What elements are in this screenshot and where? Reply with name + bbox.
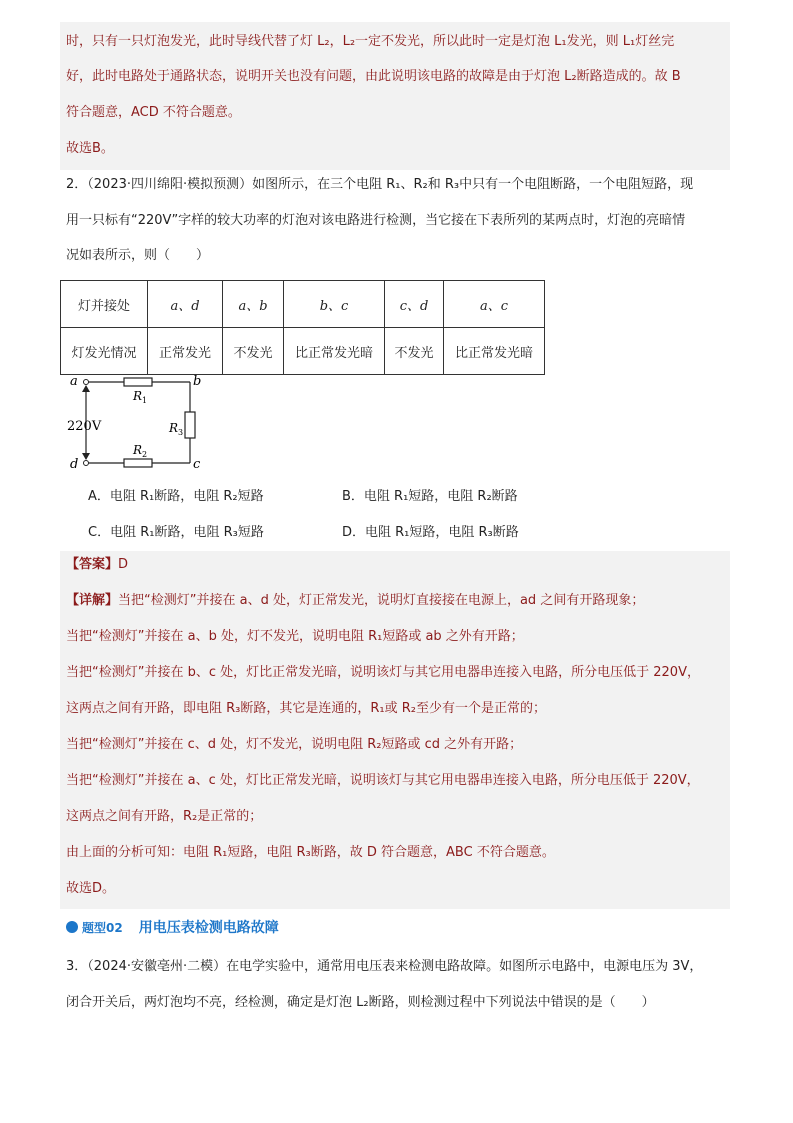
label-r1: R bbox=[133, 389, 143, 403]
q2-line-3: 况如表所示，则（ ） bbox=[66, 248, 210, 263]
terminal-d bbox=[84, 461, 89, 466]
detail-line-9: 故选D。 bbox=[66, 881, 116, 896]
table-row bbox=[61, 328, 545, 375]
detail-line-7: 这两点之间有开路，R₂是正常的； bbox=[66, 809, 263, 824]
detail-line-6: 当把“检测灯”并接在 a、c 处，灯比正常发光暗，说明该灯与其它用电器串连接入电路，所分电压低于 220V， bbox=[66, 773, 700, 788]
option-a[interactable]: A．电阻 R₁断路，电阻 R₂短路 bbox=[88, 489, 264, 504]
table-row bbox=[61, 281, 545, 328]
terminal-a bbox=[84, 380, 89, 385]
option-d[interactable]: D．电阻 R₁短路，电阻 R₃断路 bbox=[342, 525, 519, 540]
label-r2: R bbox=[133, 443, 143, 457]
option-c[interactable]: C．电阻 R₁断路，电阻 R₃短路 bbox=[88, 525, 264, 540]
detail-line-5: 当把“检测灯”并接在 c、d 处，灯不发光，说明电阻 R₂短路或 cd 之外有开路； bbox=[66, 737, 523, 752]
answer-line bbox=[66, 556, 128, 574]
section-title: 用电压表检测电路故障 bbox=[138, 920, 279, 936]
label-r2-sub: 2 bbox=[142, 450, 148, 459]
option-b[interactable]: B．电阻 R₁短路，电阻 R₂断路 bbox=[342, 489, 518, 504]
resistor-r2 bbox=[124, 459, 152, 467]
table-cell: b、c bbox=[284, 281, 385, 328]
label-r3: R bbox=[169, 421, 179, 435]
arrow-down-icon bbox=[82, 453, 90, 460]
answer-label: 【答案】 bbox=[66, 557, 119, 572]
q2-line-2: 用一只标有“220V”字样的较大功率的灯泡对该电路进行检测，当它接在下表所列的某两点时，灯泡的亮暗情 bbox=[66, 213, 686, 228]
detail-line-1 bbox=[66, 592, 644, 610]
section-tag: 题型02 bbox=[82, 921, 123, 935]
detail-line-8: 由上面的分析可知：电阻 R₁短路，电阻 R₃断路，故 D 符合题意，ABC 不符合题意。 bbox=[66, 845, 555, 860]
table-cell: a、c bbox=[444, 281, 545, 328]
prev-answer-line-1: 时，只有一只灯泡发光，此时导线代替了灯 L₂，L₂一定不发光，所以此时一定是灯泡 L₁发光，则 L₁灯丝完 bbox=[66, 34, 675, 49]
resistor-r1 bbox=[124, 378, 152, 386]
prev-answer-line-4: 故选B。 bbox=[66, 141, 114, 156]
prev-answer-line-2: 好，此时电路处于通路状态，说明开关也没有问题，由此说明该电路的故障是由于灯泡 L₂断路造成的。故 B bbox=[66, 69, 681, 84]
label-c: c bbox=[193, 457, 201, 472]
section-heading bbox=[66, 917, 279, 937]
resistor-r3 bbox=[185, 412, 195, 438]
table-cell: 灯并接处 bbox=[61, 281, 148, 328]
lamp-test-table bbox=[60, 280, 545, 375]
table-cell: 比正常发光暗 bbox=[444, 328, 545, 375]
detail-line-2: 当把“检测灯”并接在 a、b 处，灯不发光，说明电阻 R₁短路或 ab 之外有开路； bbox=[66, 629, 524, 644]
label-a: a bbox=[70, 374, 78, 389]
detail-line-3: 当把“检测灯”并接在 b、c 处，灯比正常发光暗，说明该灯与其它用电器串连接入电路，所分电压低于 220V， bbox=[66, 665, 700, 680]
q2-line-1: 2．（2023·四川绵阳·模拟预测）如图所示，在三个电阻 R₁、R₂和 R₃中只有一个电阻断路，一个电阻短路，现 bbox=[66, 177, 694, 192]
table-cell: 正常发光 bbox=[148, 328, 223, 375]
q3-line-2: 闭合开关后，两灯泡均不亮，经检测，确定是灯泡 L₂断路，则检测过程中下列说法中错误的是（ ） bbox=[66, 995, 655, 1010]
q3-line-1: 3．（2024·安徽亳州·二模）在电学实验中，通常用电压表来检测电路故障。如图所示电路中，电源电压为 3V， bbox=[66, 959, 703, 974]
table-cell: 灯发光情况 bbox=[61, 328, 148, 375]
arrow-up-icon bbox=[82, 385, 90, 392]
table-cell: a、d bbox=[148, 281, 223, 328]
label-r1-sub: 1 bbox=[142, 396, 148, 405]
detail-line-4: 这两点之间有开路，即电阻 R₃断路，其它是连通的，R₁或 R₂至少有一个是正常的； bbox=[66, 701, 546, 716]
prev-answer-line-3: 符合题意，ACD 不符合题意。 bbox=[66, 105, 241, 120]
table-cell: 不发光 bbox=[223, 328, 284, 375]
detail-text-1: 当把“检测灯”并接在 a、d 处，灯正常发光，说明灯直接接在电源上，ad 之间有开路现象； bbox=[118, 593, 645, 608]
label-r3-sub: 3 bbox=[178, 428, 184, 437]
section-bullet-icon bbox=[66, 921, 78, 933]
answer-value: D bbox=[118, 557, 129, 572]
label-b: b bbox=[193, 374, 202, 389]
table-cell: c、d bbox=[385, 281, 444, 328]
table-cell: 不发光 bbox=[385, 328, 444, 375]
table-cell: a、b bbox=[223, 281, 284, 328]
label-d: d bbox=[70, 457, 79, 472]
label-voltage: 220V bbox=[67, 419, 102, 434]
table-cell: 比正常发光暗 bbox=[284, 328, 385, 375]
circuit-diagram bbox=[64, 372, 214, 472]
detail-label: 【详解】 bbox=[66, 593, 119, 608]
